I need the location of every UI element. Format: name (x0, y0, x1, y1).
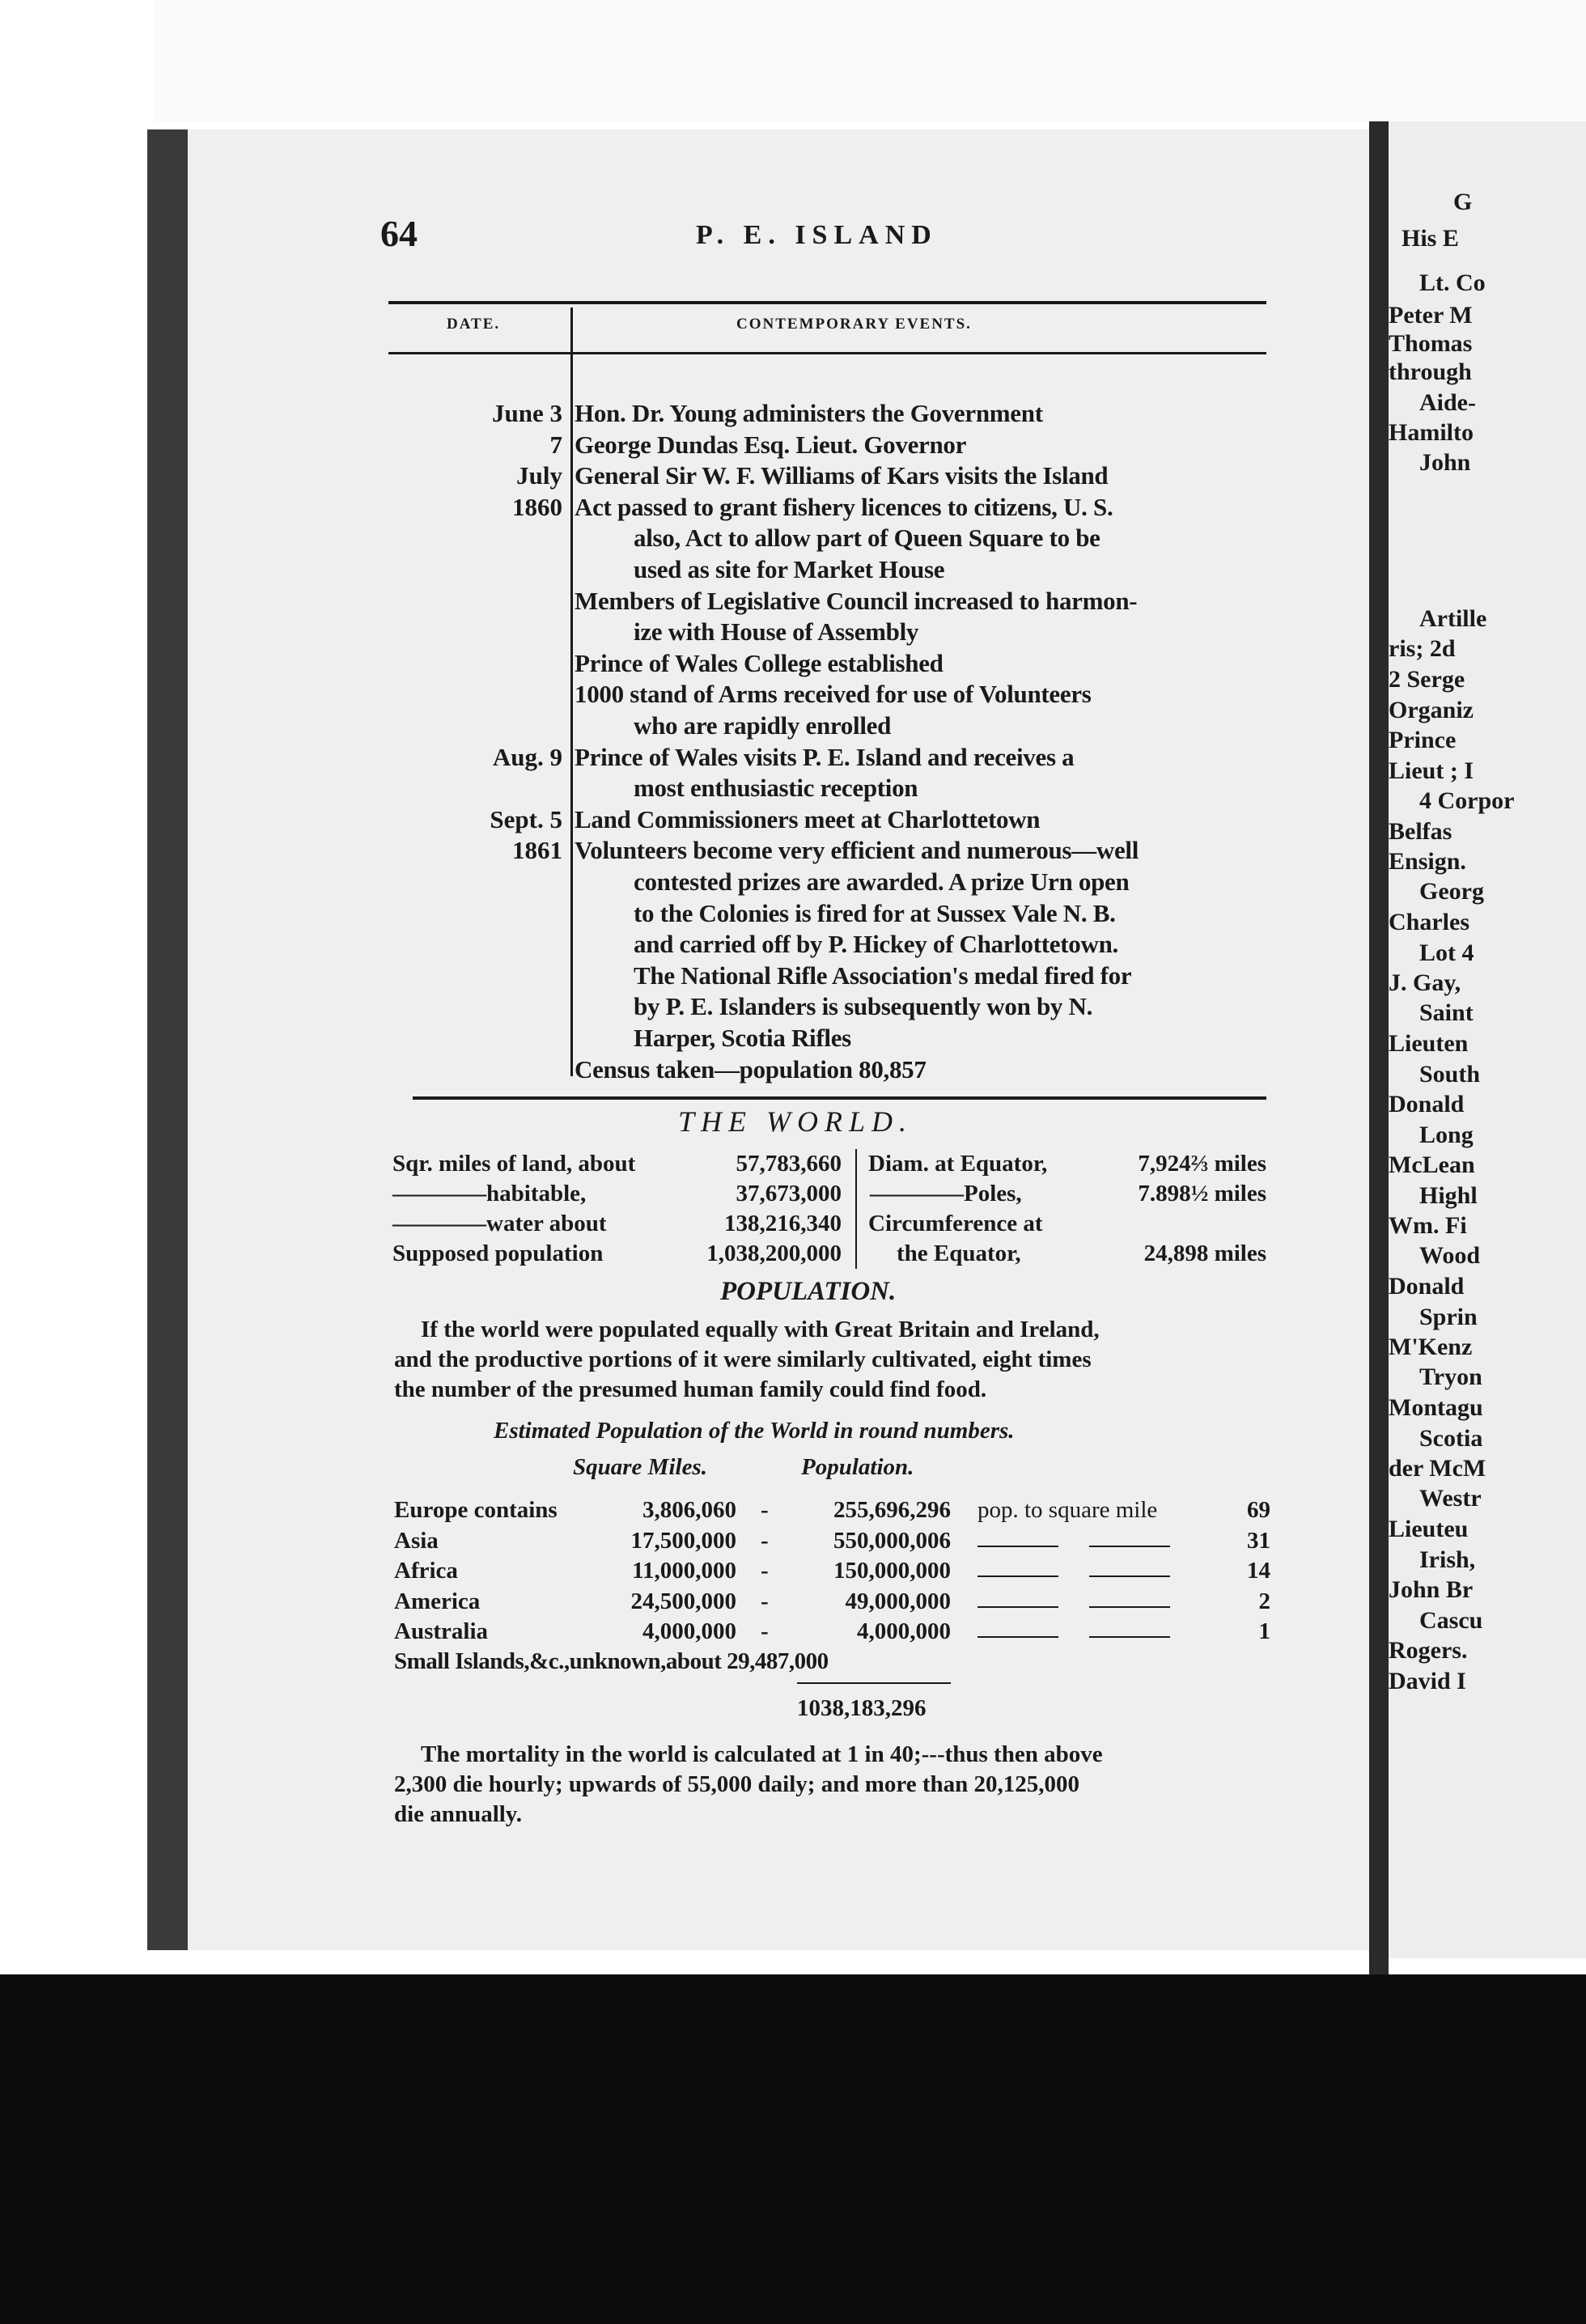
continent-square-miles: 17,500,000 (630, 1527, 736, 1554)
event-text: used as site for Market House (634, 555, 945, 583)
total-population: 1038,183,296 (797, 1695, 927, 1721)
column-divider (570, 307, 573, 1076)
dash: - (761, 1527, 769, 1554)
mortality-line: The mortality in the world is calculated at 1 in 40;---thus then above (421, 1741, 1103, 1767)
event-text: George Dundas Esq. Lieut. Governor (575, 430, 967, 459)
ditto-rule (1089, 1636, 1170, 1638)
ditto-rule (977, 1546, 1058, 1547)
facing-page-line: Peter M (1389, 302, 1473, 329)
col-square-miles: Square Miles. (573, 1454, 707, 1480)
facing-page-line: Lt. Co (1419, 269, 1486, 296)
event-text: and carried off by P. Hickey of Charlottetown. (634, 930, 1118, 959)
population-heading: POPULATION. (720, 1277, 897, 1306)
event-text: Prince of Wales visits P. E. Island and receives a (575, 742, 1075, 771)
facing-page-line: Donald (1389, 1273, 1465, 1300)
ditto-rule (1089, 1575, 1170, 1577)
facing-page-line: G (1453, 189, 1473, 215)
event-text: also, Act to allow part of Queen Square to be (634, 524, 1100, 553)
facing-page-line: Irish, (1419, 1546, 1476, 1573)
event-text: ize with House of Assembly (634, 617, 919, 647)
continent-name: Europe contains (394, 1497, 558, 1523)
facing-page-line: Wm. Fi (1389, 1212, 1467, 1239)
facing-page-line: Thomas (1389, 330, 1473, 357)
dash: - (761, 1618, 769, 1644)
dash: - (761, 1558, 769, 1584)
event-date: July (516, 461, 562, 490)
event-text: Census taken—population 80,857 (575, 1054, 927, 1084)
world-stat-label: ————water about (392, 1211, 607, 1236)
scan-top-margin (154, 0, 1586, 121)
paragraph-line: the number of the presumed human family could find food. (394, 1376, 987, 1402)
col-header-events: CONTEMPORARY EVENTS. (736, 316, 972, 333)
world-stat-label: Sqr. miles of land, about (392, 1151, 636, 1177)
facing-page-line: Prince (1389, 727, 1457, 753)
facing-page (1389, 121, 1586, 1958)
col-population: Population. (801, 1454, 914, 1480)
scan-bottom-margin (0, 1974, 1586, 2324)
world-stat-value: 1,038,200,000 (706, 1240, 842, 1266)
event-text: Harper, Scotia Rifles (634, 1024, 851, 1052)
event-text: most enthusiastic reception (634, 774, 918, 803)
event-text: Members of Legislative Council increased to harmon- (575, 586, 1138, 615)
table-top-rule (388, 301, 1266, 304)
table-head-rule (388, 352, 1266, 354)
event-date: Aug. 9 (492, 742, 562, 771)
event-text: The National Rifle Association's medal fired for (634, 961, 1132, 990)
continent-population: 150,000,000 (833, 1558, 951, 1584)
continent-square-miles: 11,000,000 (632, 1558, 736, 1584)
facing-page-line: Georg (1419, 878, 1484, 905)
event-text: Hon. Dr. Young administers the Government (575, 399, 1043, 427)
facing-page-line: M'Kenz (1389, 1334, 1473, 1360)
continent-name: Africa (394, 1558, 458, 1584)
continent-square-miles: 3,806,060 (642, 1497, 736, 1523)
mortality-line: die annually. (394, 1801, 522, 1827)
facing-page-line: Aide- (1419, 389, 1476, 416)
paragraph-line: If the world were populated equally with Great Britain and Ireland, (421, 1317, 1100, 1342)
event-text: Volunteers become very efficient and numerous—well (575, 836, 1139, 865)
facing-page-line: Belfas (1389, 818, 1452, 845)
continent-square-miles: 4,000,000 (642, 1618, 736, 1644)
event-date: 1861 (512, 836, 562, 865)
ditto-rule (1089, 1606, 1170, 1608)
event-date: Sept. 5 (490, 804, 562, 833)
continent-density: 69 (1247, 1497, 1270, 1523)
event-date: 1860 (512, 492, 562, 521)
world-stat-label: the Equator, (897, 1240, 1021, 1266)
facing-page-line: Donald (1389, 1091, 1465, 1117)
facing-page-line: Highl (1419, 1182, 1478, 1209)
continent-population: 550,000,006 (833, 1527, 951, 1554)
continent-population: 4,000,000 (857, 1618, 951, 1644)
facing-page-line: Hamilto (1389, 419, 1474, 446)
facing-page-line: Long (1419, 1122, 1474, 1148)
page-left-edge-shadow (147, 129, 188, 1950)
facing-page-line: Sprin (1419, 1304, 1478, 1330)
facing-page-line: McLean (1389, 1151, 1475, 1178)
world-stat-label: ————habitable, (392, 1181, 587, 1207)
event-text: Act passed to grant fishery licences to citizens, U. S. (575, 492, 1113, 521)
facing-page-line: Lieuteu (1389, 1516, 1469, 1542)
facing-page-line: Rogers. (1389, 1637, 1468, 1664)
ditto-rule (977, 1575, 1058, 1577)
world-stat-value: 24,898 miles (1143, 1240, 1266, 1266)
continent-name: Asia (394, 1527, 439, 1554)
event-text: Land Commissioners meet at Charlottetown (575, 804, 1041, 833)
continent-density: 1 (1258, 1618, 1270, 1644)
event-text: by P. E. Islanders is subsequently won by N. (634, 992, 1093, 1021)
facing-page-line: Organiz (1389, 697, 1474, 723)
facing-page-line: der McM (1389, 1455, 1486, 1482)
facing-page-line: J. Gay, (1389, 969, 1461, 996)
world-stat-label: Diam. at Equator, (868, 1151, 1048, 1177)
continent-name: Australia (394, 1618, 488, 1644)
facing-page-line: 2 Serge (1389, 666, 1465, 693)
continent-population: 255,696,296 (833, 1497, 951, 1523)
ditto-rule (977, 1636, 1058, 1638)
event-date: 7 (549, 430, 562, 459)
world-heading: THE WORLD. (678, 1105, 914, 1138)
facing-page-line: Lot 4 (1419, 939, 1474, 966)
world-stat-value: 7,924⅔ miles (1138, 1151, 1266, 1177)
ditto-rule (977, 1606, 1058, 1608)
facing-page-line: David I (1389, 1668, 1466, 1694)
density-note: pop. to square mile (977, 1497, 1158, 1523)
continent-density: 2 (1258, 1588, 1270, 1614)
facing-page-line: His E (1402, 225, 1459, 252)
event-text: contested prizes are awarded. A prize Urn open (634, 867, 1130, 896)
event-date: June 3 (492, 399, 562, 427)
paragraph-line: and the productive portions of it were similarly cultivated, eight times (394, 1346, 1092, 1372)
small-islands-row: Small Islands,&c.,unknown,about 29,487,000 (394, 1648, 829, 1674)
facing-page-line: through (1389, 358, 1472, 385)
facing-page-line: South (1419, 1061, 1481, 1088)
world-stat-value: 7.898½ miles (1138, 1181, 1266, 1207)
continent-population: 49,000,000 (845, 1588, 951, 1614)
facing-page-line: Scotia (1419, 1425, 1483, 1452)
continent-density: 31 (1247, 1527, 1270, 1554)
facing-page-line: Charles (1389, 909, 1469, 935)
population-table-title: Estimated Population of the World in round numbers. (494, 1418, 1015, 1444)
facing-page-line: John (1419, 449, 1471, 476)
event-text: General Sir W. F. Williams of Kars visits the Island (575, 461, 1109, 490)
facing-page-line: Westr (1419, 1485, 1482, 1512)
col-header-date: DATE. (447, 316, 501, 333)
facing-page-line: Artille (1419, 605, 1487, 632)
event-text: to the Colonies is fired for at Sussex Vale N. B. (634, 898, 1116, 927)
world-divider (855, 1149, 857, 1269)
facing-page-line: Montagu (1389, 1394, 1483, 1421)
facing-page-line: Lieuten (1389, 1030, 1469, 1057)
continent-square-miles: 24,500,000 (630, 1588, 736, 1614)
facing-page-line: Saint (1419, 999, 1474, 1026)
world-stat-value: 57,783,660 (736, 1151, 842, 1177)
dash: - (761, 1588, 769, 1614)
facing-page-line: John Br (1389, 1576, 1474, 1603)
facing-page-line: ris; 2d (1389, 635, 1456, 662)
event-text: Prince of Wales College established (575, 648, 944, 677)
event-text: 1000 stand of Arms received for use of Volunteers (575, 680, 1092, 709)
facing-page-line: Lieut ; I (1389, 757, 1474, 784)
events-bottom-rule (413, 1096, 1266, 1100)
facing-page-line: Wood (1419, 1242, 1481, 1269)
total-rule (797, 1682, 951, 1684)
continent-density: 14 (1247, 1558, 1270, 1584)
facing-page-line: Cascu (1419, 1607, 1483, 1634)
world-stat-label: Circumference at (868, 1211, 1043, 1236)
facing-page-line: 4 Corpor (1419, 787, 1515, 814)
ditto-rule (1089, 1546, 1170, 1547)
world-stat-value: 37,673,000 (736, 1181, 842, 1207)
facing-page-line: Ensign. (1389, 848, 1466, 875)
world-stat-value: 138,216,340 (724, 1211, 842, 1236)
world-stat-label: ————Poles, (870, 1181, 1022, 1207)
continent-name: America (394, 1588, 481, 1614)
book-gutter (1369, 121, 1389, 1983)
event-text: who are rapidly enrolled (634, 711, 892, 740)
dash: - (761, 1497, 769, 1523)
mortality-line: 2,300 die hourly; upwards of 55,000 daily; and more than 20,125,000 (394, 1771, 1079, 1797)
running-title: P. E. ISLAND (696, 220, 938, 250)
world-stat-label: Supposed population (392, 1240, 604, 1266)
page-number: 64 (380, 213, 418, 254)
facing-page-line: Tryon (1419, 1363, 1482, 1390)
